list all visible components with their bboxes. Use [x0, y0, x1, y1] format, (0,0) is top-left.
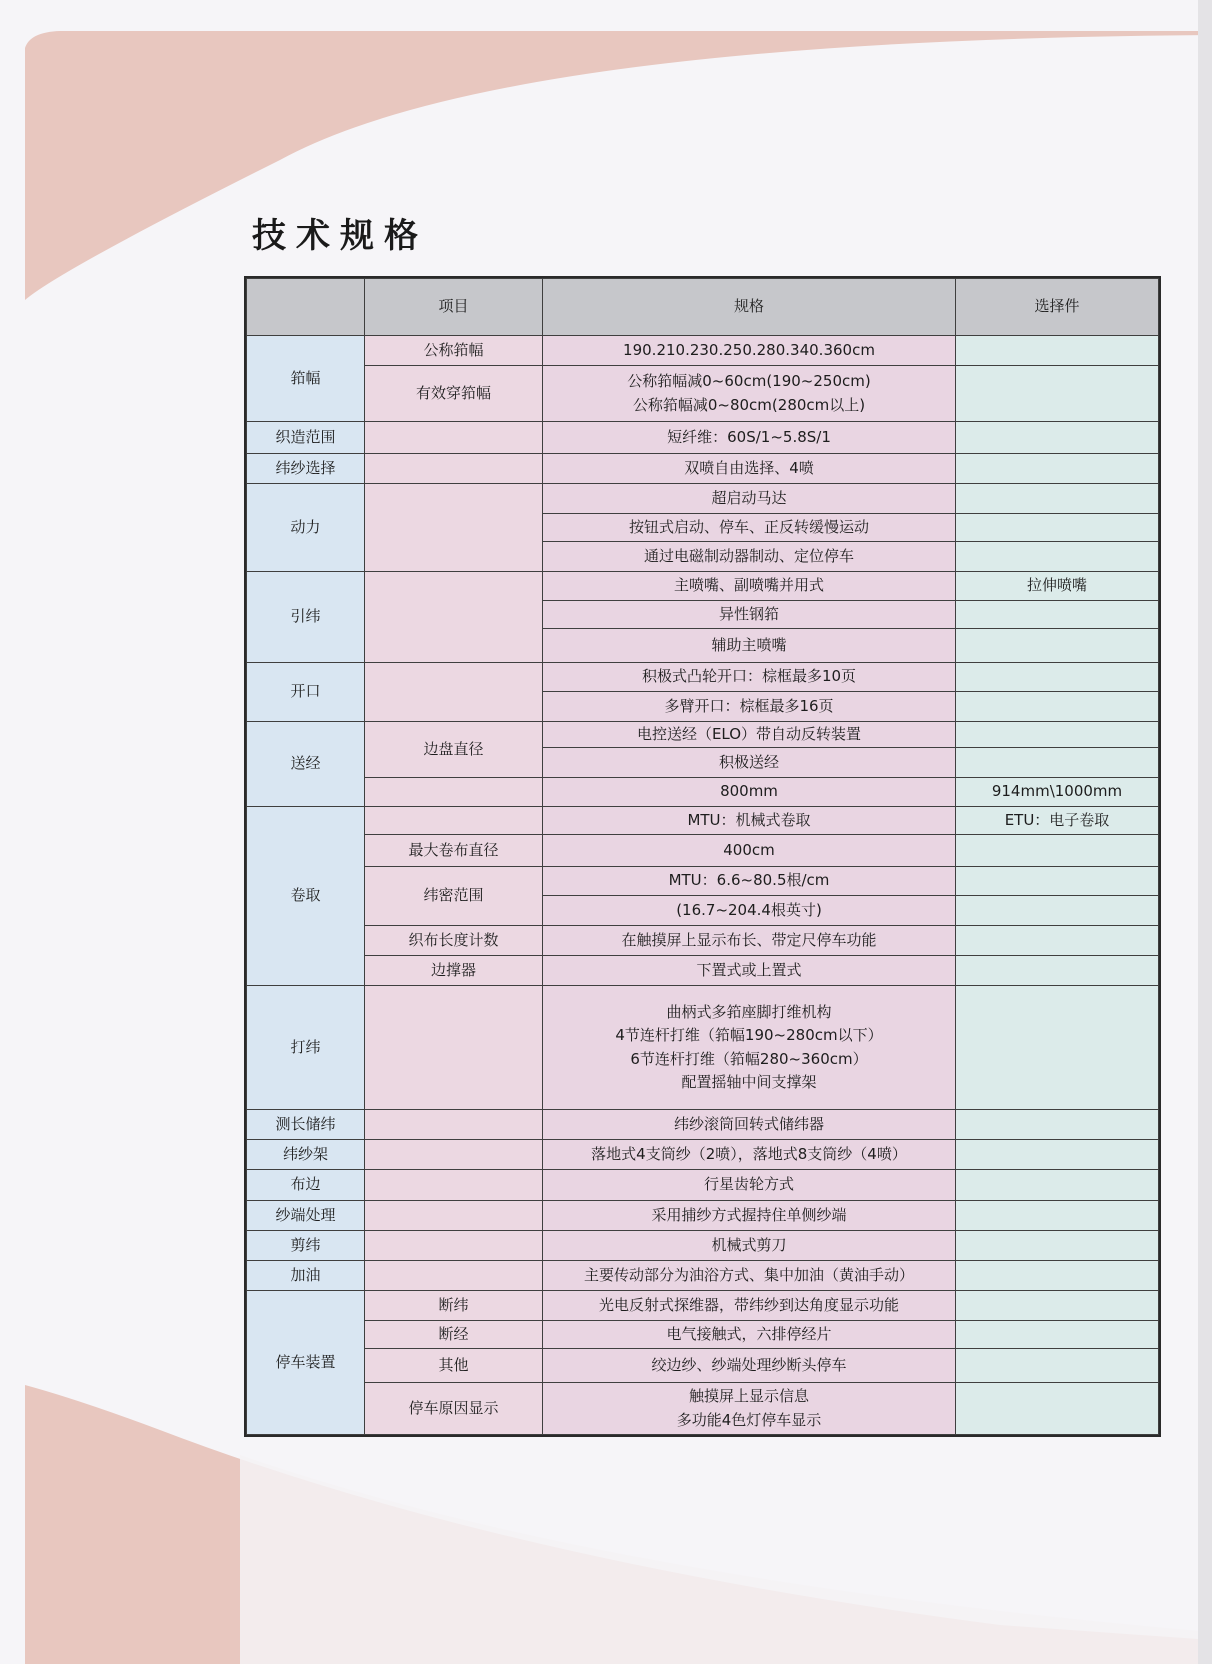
table-row: [247, 1140, 1159, 1170]
option-cell: [956, 896, 1159, 926]
spec-cell: 采用捕纱方式握持住单侧纱端: [543, 1201, 956, 1231]
option-cell: [956, 454, 1159, 484]
spec-line: 多功能4色灯停车显示: [676, 1410, 822, 1429]
spec-cell: 辅助主喷嘴: [543, 629, 956, 663]
item-cell: [365, 422, 543, 454]
spec-cell: 190.210.230.250.280.340.360cm: [543, 336, 956, 366]
spec-cell: 机械式剪刀: [543, 1231, 956, 1261]
option-cell: [956, 986, 1159, 1110]
table-row: [247, 1170, 1159, 1201]
spec-line: 配置摇轴中间支撑架: [681, 1072, 817, 1091]
option-cell: [956, 1201, 1159, 1231]
spec-cell: 按钮式启动、停车、正反转缓慢运动: [543, 514, 956, 542]
spec-cell: 纬纱滚筒回转式储纬器: [543, 1110, 956, 1140]
spec-cell: 光电反射式探维器，带纬纱到达角度显示功能: [543, 1291, 956, 1321]
item-cell: [365, 986, 543, 1110]
category-cell: 卷取: [247, 807, 365, 986]
spec-cell: [543, 366, 956, 422]
category-cell: 停车装置: [247, 1291, 365, 1435]
spec-cell: 多臂开口：棕框最多16页: [543, 692, 956, 722]
spec-cell: MTU：6.6~80.5根/cm: [543, 867, 956, 896]
item-cell: [365, 1170, 543, 1201]
table-row: [247, 663, 1159, 692]
spec-cell: 800mm: [543, 778, 956, 807]
category-cell: 纱端处理: [247, 1201, 365, 1231]
option-cell: [956, 1321, 1159, 1349]
option-cell: [956, 956, 1159, 986]
spec-cell: 在触摸屏上显示布长、带定尺停车功能: [543, 926, 956, 956]
spec-cell: 行星齿轮方式: [543, 1170, 956, 1201]
option-cell: 914mm\1000mm: [956, 778, 1159, 807]
spec-line: 曲柄式多筘座脚打维机构: [666, 1003, 832, 1021]
category-cell: 织造范围: [247, 422, 365, 454]
item-cell: 边撑器: [365, 956, 543, 986]
item-cell: [365, 572, 543, 663]
table-row: [247, 1321, 1159, 1349]
item-cell: [365, 1140, 543, 1170]
table-row: [247, 484, 1159, 514]
category-cell: 筘幅: [247, 336, 365, 422]
item-cell: 有效穿筘幅: [365, 366, 543, 422]
category-cell: 打纬: [247, 986, 365, 1110]
spec-cell: 主要传动部分为油浴方式、集中加油（黄油手动）: [543, 1261, 956, 1291]
spec-table: [246, 278, 1159, 1435]
category-cell: 纬纱选择: [247, 454, 365, 484]
category-cell: 纬纱架: [247, 1140, 365, 1170]
table-row: [247, 572, 1159, 601]
spec-table-header: [247, 279, 1159, 336]
item-cell: 其他: [365, 1349, 543, 1383]
table-row: [247, 956, 1159, 986]
spec-line: 触摸屏上显示信息: [688, 1387, 809, 1406]
header-option: 选择件: [956, 279, 1159, 336]
spec-cell: 电气接触式，六排停经片: [543, 1321, 956, 1349]
option-cell: [956, 1291, 1159, 1321]
header-blank: [247, 279, 365, 336]
table-row: [247, 366, 1159, 422]
option-cell: [956, 484, 1159, 514]
header-spec: 规格: [543, 279, 956, 336]
item-cell: 公称筘幅: [365, 336, 543, 366]
spec-cell: 超启动马达: [543, 484, 956, 514]
spec-cell: 主喷嘴、副喷嘴并用式: [543, 572, 956, 601]
category-cell: 布边: [247, 1170, 365, 1201]
spec-cell: 落地式4支筒纱（2喷），落地式8支筒纱（4喷）: [543, 1140, 956, 1170]
item-cell: 边盘直径: [365, 722, 543, 778]
spec-cell: 400cm: [543, 835, 956, 867]
item-cell: [365, 663, 543, 722]
option-cell: [956, 835, 1159, 867]
option-cell: [956, 366, 1159, 422]
category-cell: 动力: [247, 484, 365, 572]
table-row: [247, 1291, 1159, 1321]
category-cell: 剪纬: [247, 1231, 365, 1261]
category-cell: 引纬: [247, 572, 365, 663]
table-row: [247, 1383, 1159, 1435]
table-row: [247, 1231, 1159, 1261]
category-cell: 开口: [247, 663, 365, 722]
item-cell: [365, 1201, 543, 1231]
option-cell: [956, 601, 1159, 629]
option-cell: [956, 629, 1159, 663]
table-row: [247, 1349, 1159, 1383]
table-row: [247, 1261, 1159, 1291]
table-row: [247, 336, 1159, 366]
table-row: [247, 926, 1159, 956]
item-cell: 织布长度计数: [365, 926, 543, 956]
option-cell: [956, 663, 1159, 692]
spec-cell: 异性钢筘: [543, 601, 956, 629]
table-row: [247, 835, 1159, 867]
option-cell: 拉伸喷嘴: [956, 572, 1159, 601]
category-cell: 送经: [247, 722, 365, 807]
table-row: [247, 454, 1159, 484]
spec-cell: 短纤维：60S/1~5.8S/1: [543, 422, 956, 454]
option-cell: [956, 1231, 1159, 1261]
option-cell: [956, 514, 1159, 542]
spec-cell: MTU：机械式卷取: [543, 807, 956, 835]
option-cell: [956, 1140, 1159, 1170]
spec-cell: [543, 1383, 956, 1435]
spec-line: 4节连杆打维（筘幅190~280cm以下）: [615, 1026, 883, 1045]
spec-cell: (16.7~204.4根英寸): [543, 896, 956, 926]
spec-cell: 电控送经（ELO）带自动反转装置: [543, 722, 956, 748]
spec-cell: 积极式凸轮开口：棕框最多10页: [543, 663, 956, 692]
category-cell: 加油: [247, 1261, 365, 1291]
option-cell: [956, 542, 1159, 572]
option-cell: [956, 336, 1159, 366]
item-cell: 最大卷布直径: [365, 835, 543, 867]
spec-line: 公称筘幅减0~80cm(280cm以上): [632, 395, 866, 414]
table-row: [247, 1110, 1159, 1140]
item-cell: [365, 484, 543, 572]
option-cell: [956, 1349, 1159, 1383]
item-cell: [365, 454, 543, 484]
item-cell: 纬密范围: [365, 867, 543, 926]
item-cell: [365, 1110, 543, 1140]
table-row: [247, 778, 1159, 807]
spec-cell: 积极送经: [543, 748, 956, 778]
option-cell: [956, 1110, 1159, 1140]
option-cell: [956, 926, 1159, 956]
category-cell: 测长储纬: [247, 1110, 365, 1140]
table-row: [247, 722, 1159, 748]
option-cell: [956, 1170, 1159, 1201]
spec-cell: 下置式或上置式: [543, 956, 956, 986]
spec-cell: [543, 986, 956, 1110]
spec-line: 6节连杆打维（筘幅280~360cm）: [630, 1049, 868, 1068]
option-cell: [956, 422, 1159, 454]
spec-cell: 绞边纱、纱端处理纱断头停车: [543, 1349, 956, 1383]
item-cell: [365, 1261, 543, 1291]
item-cell: 断纬: [365, 1291, 543, 1321]
table-row: [247, 867, 1159, 896]
option-cell: [956, 692, 1159, 722]
spec-cell: 通过电磁制动器制动、定位停车: [543, 542, 956, 572]
option-cell: [956, 1261, 1159, 1291]
item-cell: [365, 807, 543, 835]
item-cell: 断经: [365, 1321, 543, 1349]
option-cell: [956, 722, 1159, 748]
item-cell: [365, 1231, 543, 1261]
table-row: [247, 1201, 1159, 1231]
page-title: 技术规格: [252, 216, 428, 256]
spec-cell: 双喷自由选择、4喷: [543, 454, 956, 484]
option-cell: [956, 748, 1159, 778]
table-row: [247, 986, 1159, 1110]
item-cell: [365, 778, 543, 807]
header-item: 项目: [365, 279, 543, 336]
table-row: [247, 422, 1159, 454]
item-cell: 停车原因显示: [365, 1383, 543, 1435]
option-cell: [956, 1383, 1159, 1435]
spec-line: 公称筘幅减0~60cm(190~250cm): [627, 372, 871, 391]
option-cell: [956, 867, 1159, 896]
option-cell: ETU：电子卷取: [956, 807, 1159, 835]
table-row: [247, 807, 1159, 835]
